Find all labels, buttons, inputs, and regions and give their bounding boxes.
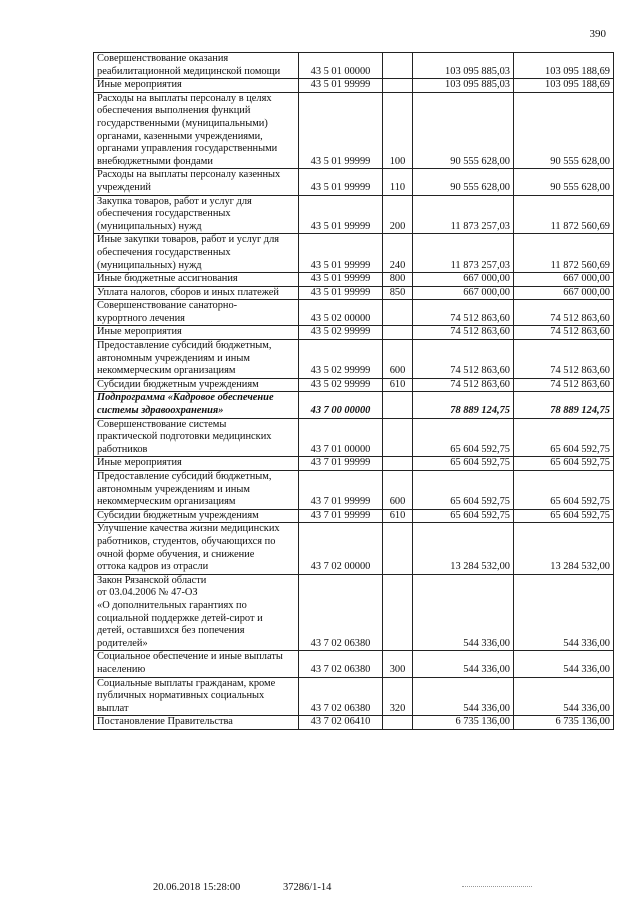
row-code-cell: 43 7 02 06410 xyxy=(299,716,383,730)
row-value-2019-cell: 65 604 592,75 xyxy=(514,471,614,510)
row-value-2019-cell: 90 555 628,00 xyxy=(514,92,614,169)
row-type-cell xyxy=(383,574,413,651)
row-value-2018-cell: 74 512 863,60 xyxy=(413,300,514,326)
row-code-cell: 43 7 02 00000 xyxy=(299,523,383,574)
row-name-cell: Закон Рязанской области от 03.04.2006 № 47-ОЗ «О дополнительных гарантиях по социальной поддержке детей-сирот и детей, оставшихся без попечения родителей» xyxy=(94,574,299,651)
row-name-cell: Иные мероприятия xyxy=(94,457,299,471)
table-row xyxy=(94,523,614,574)
row-code-cell: 43 5 01 00000 xyxy=(299,53,383,79)
row-type-cell: 850 xyxy=(383,286,413,300)
table-row xyxy=(94,53,614,79)
row-value-2018-cell: 90 555 628,00 xyxy=(413,92,514,169)
row-type-cell xyxy=(383,79,413,93)
row-type-cell xyxy=(383,716,413,730)
row-type-cell: 600 xyxy=(383,340,413,379)
row-code-cell: 43 7 01 00000 xyxy=(299,418,383,457)
row-name-cell: Расходы на выплаты персоналу казенных учреждений xyxy=(94,169,299,195)
table-row xyxy=(94,418,614,457)
row-code-cell: 43 5 01 99999 xyxy=(299,169,383,195)
row-value-2019-cell: 74 512 863,60 xyxy=(514,340,614,379)
table-row xyxy=(94,457,614,471)
row-value-2018-cell: 78 889 124,75 xyxy=(413,392,514,418)
row-name-cell: Уплата налогов, сборов и иных платежей xyxy=(94,286,299,300)
row-type-cell: 800 xyxy=(383,273,413,287)
row-value-2018-cell: 544 336,00 xyxy=(413,651,514,677)
row-name-cell: Улучшение качества жизни медицинских работников, студентов, обучающихся по очной форме обучения, и снижение оттока кадров из отрасли xyxy=(94,523,299,574)
row-name-cell: Иные закупки товаров, работ и услуг для обеспечения государственных (муниципальных) нужд xyxy=(94,234,299,273)
row-value-2019-cell: 74 512 863,60 xyxy=(514,326,614,340)
row-value-2019-cell: 11 872 560,69 xyxy=(514,195,614,234)
row-code-cell: 43 5 01 99999 xyxy=(299,79,383,93)
row-type-cell: 200 xyxy=(383,195,413,234)
page-number: 390 xyxy=(589,28,606,40)
row-value-2019-cell: 65 604 592,75 xyxy=(514,418,614,457)
row-value-2018-cell: 65 604 592,75 xyxy=(413,418,514,457)
row-type-cell xyxy=(383,457,413,471)
row-value-2019-cell: 90 555 628,00 xyxy=(514,169,614,195)
table-row xyxy=(94,92,614,169)
table-row xyxy=(94,273,614,287)
row-type-cell xyxy=(383,392,413,418)
row-value-2019-cell: 667 000,00 xyxy=(514,286,614,300)
row-value-2019-cell: 11 872 560,69 xyxy=(514,234,614,273)
row-code-cell: 43 5 02 99999 xyxy=(299,326,383,340)
table-row xyxy=(94,392,614,418)
row-value-2018-cell: 11 873 257,03 xyxy=(413,195,514,234)
row-name-cell: Совершенствование системы практической подготовки медицинских работников xyxy=(94,418,299,457)
row-value-2019-cell: 103 095 188,69 xyxy=(514,53,614,79)
row-value-2018-cell: 103 095 885,03 xyxy=(413,79,514,93)
row-type-cell xyxy=(383,300,413,326)
row-code-cell: 43 5 01 99999 xyxy=(299,286,383,300)
row-code-cell: 43 5 02 00000 xyxy=(299,300,383,326)
row-value-2018-cell: 103 095 885,03 xyxy=(413,53,514,79)
row-value-2018-cell: 74 512 863,60 xyxy=(413,340,514,379)
row-code-cell: 43 7 01 99999 xyxy=(299,457,383,471)
row-value-2019-cell: 13 284 532,00 xyxy=(514,523,614,574)
row-name-cell: Подпрограмма «Кадровое обеспечение системы здравоохранения» xyxy=(94,392,299,418)
row-value-2019-cell: 6 735 136,00 xyxy=(514,716,614,730)
row-type-cell: 300 xyxy=(383,651,413,677)
row-code-cell: 43 5 02 99999 xyxy=(299,340,383,379)
row-value-2018-cell: 667 000,00 xyxy=(413,273,514,287)
row-value-2018-cell: 65 604 592,75 xyxy=(413,457,514,471)
table-row xyxy=(94,471,614,510)
row-type-cell: 240 xyxy=(383,234,413,273)
row-name-cell: Расходы на выплаты персоналу в целях обеспечения выполнения функций государственными (муниципальными) органами, казенными учреждениями, органами управления государственными внебюджетными фондами xyxy=(94,92,299,169)
row-code-cell: 43 5 01 99999 xyxy=(299,92,383,169)
row-name-cell: Социальное обеспечение и иные выплаты населению xyxy=(94,651,299,677)
row-type-cell: 610 xyxy=(383,378,413,392)
row-value-2019-cell: 667 000,00 xyxy=(514,273,614,287)
row-type-cell xyxy=(383,523,413,574)
row-code-cell: 43 5 01 99999 xyxy=(299,273,383,287)
row-value-2019-cell: 103 095 188,69 xyxy=(514,79,614,93)
table-row xyxy=(94,378,614,392)
table-row xyxy=(94,651,614,677)
row-value-2018-cell: 6 735 136,00 xyxy=(413,716,514,730)
footer-document-number: 37286/1-14 xyxy=(283,882,332,893)
table-row xyxy=(94,509,614,523)
row-value-2018-cell: 74 512 863,60 xyxy=(413,378,514,392)
row-code-cell: 43 7 00 00000 xyxy=(299,392,383,418)
row-value-2019-cell: 74 512 863,60 xyxy=(514,378,614,392)
row-name-cell: Иные мероприятия xyxy=(94,326,299,340)
row-value-2019-cell: 544 336,00 xyxy=(514,651,614,677)
row-value-2018-cell: 667 000,00 xyxy=(413,286,514,300)
table-row xyxy=(94,195,614,234)
table-row xyxy=(94,326,614,340)
row-type-cell: 610 xyxy=(383,509,413,523)
row-type-cell: 600 xyxy=(383,471,413,510)
row-name-cell: Постановление Правительства xyxy=(94,716,299,730)
row-value-2018-cell: 90 555 628,00 xyxy=(413,169,514,195)
row-code-cell: 43 7 02 06380 xyxy=(299,677,383,716)
row-value-2018-cell: 74 512 863,60 xyxy=(413,326,514,340)
row-value-2019-cell: 78 889 124,75 xyxy=(514,392,614,418)
row-name-cell: Иные мероприятия xyxy=(94,79,299,93)
row-value-2019-cell: 74 512 863,60 xyxy=(514,300,614,326)
row-name-cell: Субсидии бюджетным учреждениям xyxy=(94,378,299,392)
table-row xyxy=(94,286,614,300)
table-row xyxy=(94,340,614,379)
row-code-cell: 43 5 01 99999 xyxy=(299,195,383,234)
table-row xyxy=(94,300,614,326)
row-name-cell: Субсидии бюджетным учреждениям xyxy=(94,509,299,523)
budget-table xyxy=(93,52,614,730)
table-row xyxy=(94,716,614,730)
row-code-cell: 43 7 02 06380 xyxy=(299,574,383,651)
row-value-2019-cell: 544 336,00 xyxy=(514,574,614,651)
row-value-2018-cell: 65 604 592,75 xyxy=(413,471,514,510)
row-name-cell: Предоставление субсидий бюджетным, автономным учреждениям и иным некоммерческим организациям xyxy=(94,471,299,510)
row-code-cell: 43 7 02 06380 xyxy=(299,651,383,677)
footer-date: 20.06.2018 15:28:00 xyxy=(153,882,241,893)
row-value-2019-cell: 65 604 592,75 xyxy=(514,509,614,523)
row-name-cell: Иные бюджетные ассигнования xyxy=(94,273,299,287)
row-name-cell: Совершенствование санаторно- курортного лечения xyxy=(94,300,299,326)
row-code-cell: 43 7 01 99999 xyxy=(299,509,383,523)
row-value-2018-cell: 13 284 532,00 xyxy=(413,523,514,574)
footer-dotted-mark xyxy=(462,886,532,889)
table-row xyxy=(94,169,614,195)
budget-table-body xyxy=(94,53,614,730)
row-code-cell: 43 5 01 99999 xyxy=(299,234,383,273)
row-code-cell: 43 5 02 99999 xyxy=(299,378,383,392)
row-type-cell: 320 xyxy=(383,677,413,716)
row-type-cell xyxy=(383,418,413,457)
row-name-cell: Закупка товаров, работ и услуг для обеспечения государственных (муниципальных) нужд xyxy=(94,195,299,234)
row-value-2018-cell: 65 604 592,75 xyxy=(413,509,514,523)
table-row xyxy=(94,79,614,93)
table-row xyxy=(94,574,614,651)
row-type-cell: 110 xyxy=(383,169,413,195)
row-type-cell xyxy=(383,326,413,340)
row-code-cell: 43 7 01 99999 xyxy=(299,471,383,510)
table-row xyxy=(94,677,614,716)
row-value-2019-cell: 65 604 592,75 xyxy=(514,457,614,471)
row-type-cell: 100 xyxy=(383,92,413,169)
row-value-2018-cell: 11 873 257,03 xyxy=(413,234,514,273)
row-name-cell: Социальные выплаты гражданам, кроме публичных нормативных социальных выплат xyxy=(94,677,299,716)
row-value-2018-cell: 544 336,00 xyxy=(413,677,514,716)
table-row xyxy=(94,234,614,273)
row-value-2018-cell: 544 336,00 xyxy=(413,574,514,651)
row-name-cell: Предоставление субсидий бюджетным, автономным учреждениям и иным некоммерческим организациям xyxy=(94,340,299,379)
row-value-2019-cell: 544 336,00 xyxy=(514,677,614,716)
row-type-cell xyxy=(383,53,413,79)
row-name-cell: Совершенствование оказания реабилитационной медицинской помощи xyxy=(94,53,299,79)
